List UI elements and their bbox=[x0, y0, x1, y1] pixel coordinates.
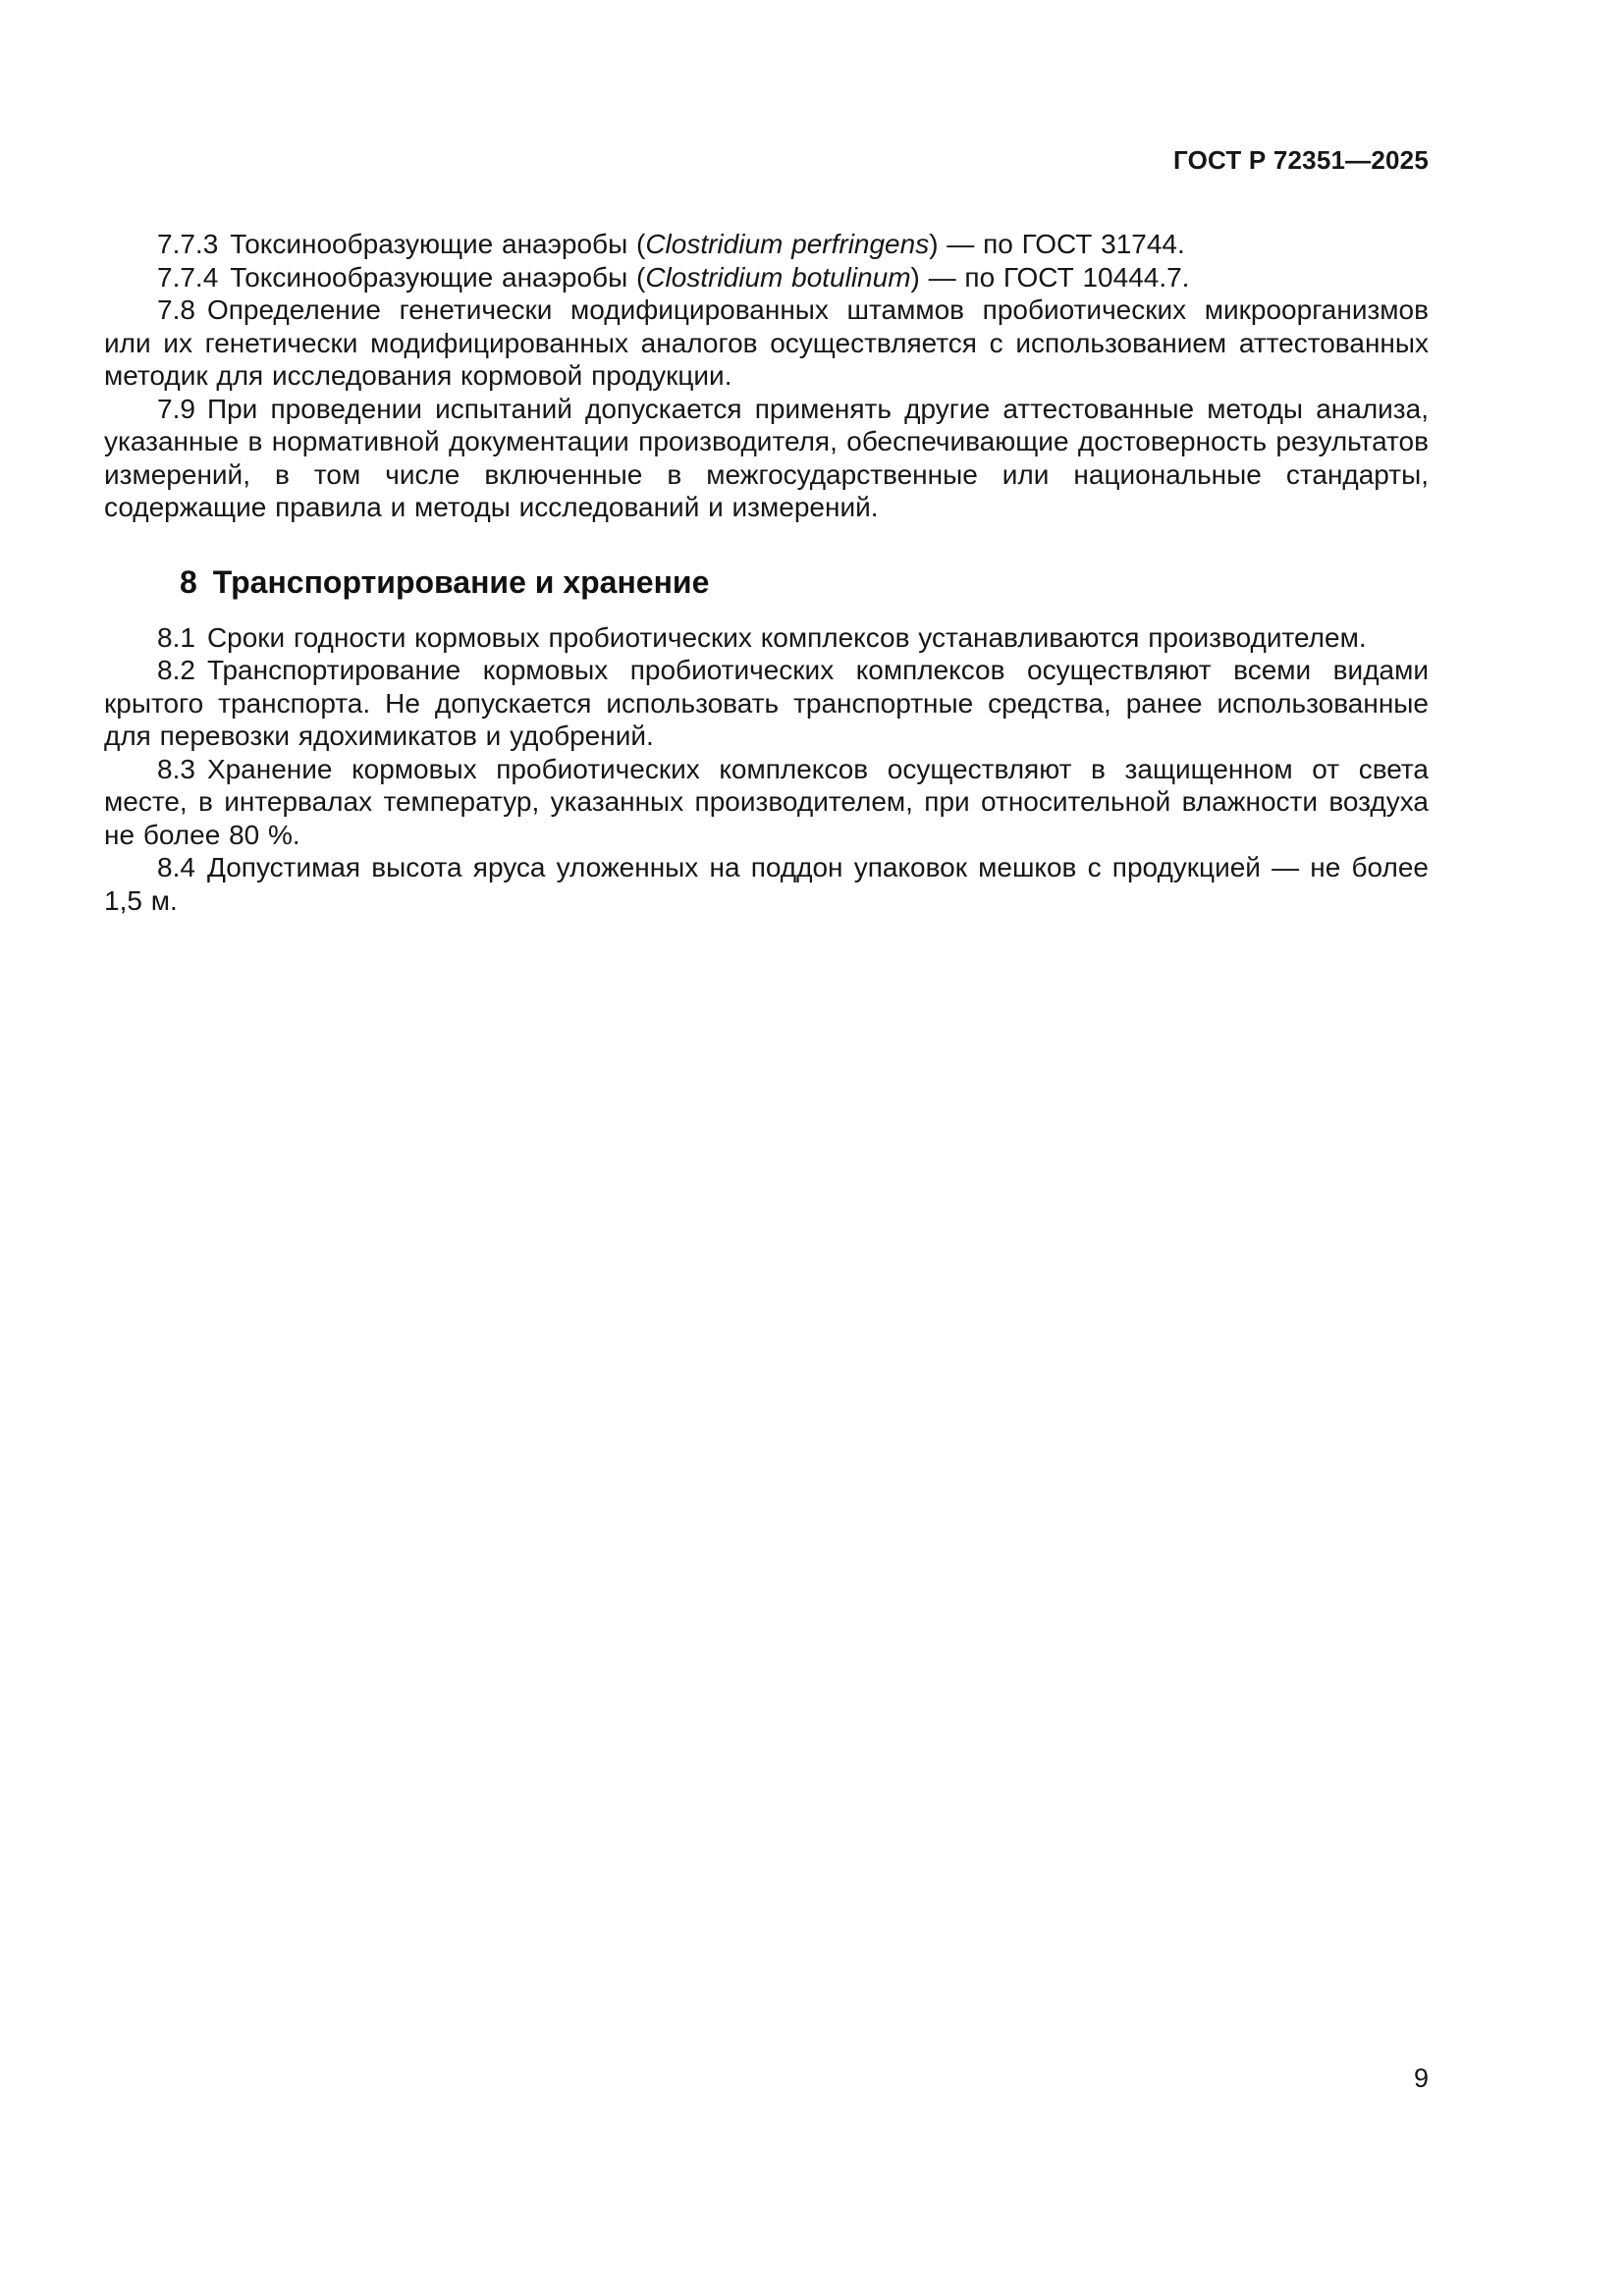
clause-text: Транспортирование кормовых пробиотических комплексов осуществляют всеми видами крытого транспорта. Не допускается использовать транспортные средства, ранее использованные для перевозки ядохимикатов и удобрений. bbox=[104, 655, 1429, 751]
page-number: 9 bbox=[1413, 2063, 1429, 2093]
section-number: 8 bbox=[180, 563, 197, 600]
clause-number: 8.1 bbox=[157, 621, 195, 653]
clause-number: 8.3 bbox=[157, 753, 195, 784]
clause-text: ) — по ГОСТ 31744. bbox=[929, 229, 1185, 259]
species-name-italic: Clostridium botulinum bbox=[645, 261, 911, 293]
clause-text: Токсинообразующие анаэробы ( bbox=[230, 229, 646, 259]
standard-designation-header: ГОСТ Р 72351—2025 bbox=[1173, 145, 1429, 175]
paragraph-8-2 bbox=[104, 654, 1429, 753]
clause-number: 8.4 bbox=[157, 852, 195, 882]
clause-number: 7.7.3 bbox=[157, 229, 219, 259]
clause-number: 7.7.4 bbox=[157, 261, 219, 293]
clause-number: 8.2 bbox=[157, 655, 195, 685]
paragraph-8-4 bbox=[104, 851, 1429, 917]
section-title: Транспортирование и хранение bbox=[212, 563, 710, 600]
paragraph-7-8 bbox=[104, 294, 1429, 393]
clause-number: 7.8 bbox=[157, 294, 195, 325]
paragraph-7-7-4 bbox=[104, 261, 1429, 294]
paragraph-7-9 bbox=[104, 393, 1429, 524]
clause-text: Определение генетически модифицированных штаммов пробиотических микроорганизмов или их генетически модифицированных аналогов осуществляется с использованием аттестованных методик для исследования кормовой продукции. bbox=[104, 294, 1429, 391]
paragraph-8-1 bbox=[104, 621, 1429, 655]
clause-text: Хранение кормовых пробиотических комплексов осуществляют в защищенном от света месте, в интервалах температур, указанных производителем, при относительной влажности воздуха не более 80 %. bbox=[104, 753, 1429, 850]
document-body bbox=[104, 228, 1429, 917]
section-8-heading bbox=[180, 563, 1429, 602]
species-name-italic: Clostridium perfringens bbox=[645, 229, 930, 259]
clause-text: Сроки годности кормовых пробиотических комплексов устанавливаются производителем. bbox=[206, 621, 1367, 653]
clause-text: Допустимая высота яруса уложенных на поддон упаковок мешков с продукцией — не более 1,5 м. bbox=[104, 852, 1429, 916]
clause-text: Токсинообразующие анаэробы ( bbox=[230, 261, 646, 293]
paragraph-8-3 bbox=[104, 753, 1429, 852]
clause-text: При проведении испытаний допускается применять другие аттестованные методы анализа, указанные в нормативной документации производителя, обеспечивающие достоверность результатов измерений, в том числе включенные в межгосударственные или национальные стандарты, содержащие правила и методы исследований и измерений. bbox=[104, 393, 1429, 522]
clause-text: ) — по ГОСТ 10444.7. bbox=[910, 261, 1190, 293]
clause-number: 7.9 bbox=[157, 393, 195, 424]
paragraph-7-7-3 bbox=[104, 228, 1429, 261]
